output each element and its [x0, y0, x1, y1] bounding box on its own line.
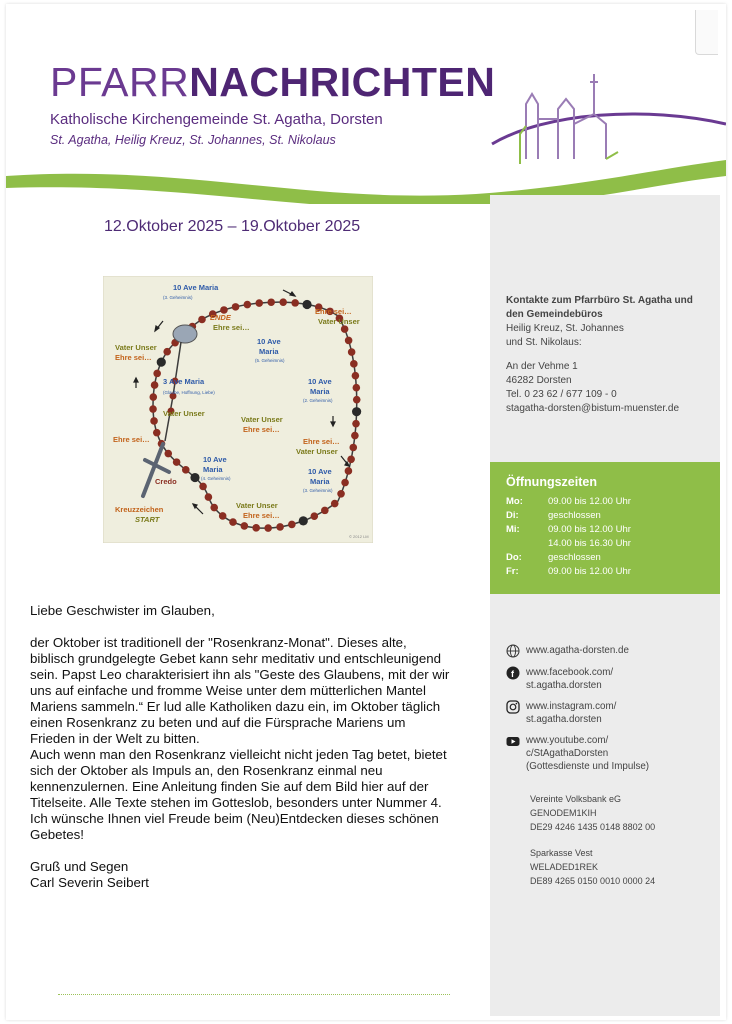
hours-row	[506, 509, 720, 523]
rosary-bead	[210, 504, 218, 512]
rosary-diagram	[103, 276, 373, 543]
rosary-bead	[149, 405, 157, 413]
label-ave-br2: Maria	[310, 477, 330, 486]
hours-row	[506, 537, 720, 551]
label-ehre-cross: Ehre sei…	[113, 435, 150, 444]
letter-paragraph-3: Ich wünsche Ihnen viel Freude beim (Neu)Entdecken dieses schönen Gebetes!	[30, 811, 439, 842]
hours-day: Fr:	[506, 566, 519, 577]
youtube-icon	[506, 734, 520, 748]
rosary-bead	[149, 393, 157, 401]
label-vater-top-right: Vater Unser	[318, 317, 360, 326]
rosary-bead	[199, 483, 207, 491]
rosary-bead	[337, 490, 345, 498]
link-youtube[interactable]	[506, 734, 716, 773]
rosary-bead	[352, 420, 360, 428]
label-ave-center-sub: (5. Geheimnis)	[255, 358, 285, 363]
rosary-bead	[151, 381, 159, 389]
rosary-bead	[279, 298, 287, 306]
hours-time: 14.00 bis 16.30 Uhr	[548, 538, 631, 549]
church-logo-green	[520, 126, 618, 164]
hours-day: Mi:	[506, 524, 520, 535]
label-ehre-right-mid: Ehre sei…	[303, 437, 340, 446]
bank2-iban: DE89 4265 0150 0010 0000 24	[530, 876, 656, 886]
rosary-bead	[205, 493, 213, 501]
rosary-bead	[288, 521, 296, 529]
label-ave-right-sub: (2. Geheimnis)	[303, 398, 333, 403]
rosary-bead	[150, 417, 158, 425]
rosary-bead	[349, 444, 357, 452]
hours-day: Di:	[506, 510, 519, 521]
rosary-bead	[163, 348, 171, 356]
label-kreuz: Kreuzzeichen	[115, 505, 164, 514]
bank1-iban: DE29 4246 1435 0148 8802 00	[530, 822, 656, 832]
masthead-subtitle: Katholische Kirchengemeinde St. Agatha, Dorsten	[50, 111, 383, 128]
contact-heading: Kontakte zum Pfarrbüro St. Agatha und	[506, 295, 693, 306]
label-ave1-sub: (3. Geheimnis)	[163, 295, 193, 300]
label-vater-mid-left: Vater Unser	[163, 409, 205, 418]
rosary-bead	[264, 524, 272, 532]
label-vater-left: Vater Unser	[115, 343, 157, 352]
label-vater-right-mid: Vater Unser	[296, 447, 338, 456]
date-range: 12.Oktober 2025 – 19.Oktober 2025	[104, 218, 361, 235]
page-corner-fold	[695, 10, 718, 55]
bank1-name: Vereinte Volksbank eG	[530, 794, 622, 804]
footer-divider	[58, 994, 450, 995]
rosary-bead	[232, 303, 240, 311]
letter-signature: Carl Severin Seibert	[30, 875, 149, 890]
label-ave-bl2: Maria	[203, 465, 223, 474]
rosary-bead	[190, 473, 199, 482]
rosary-bead	[348, 348, 356, 356]
label-ave1: 10 Ave Maria	[173, 283, 219, 292]
rosary-bead	[252, 524, 260, 532]
link-youtube-text: www.youtube.com/	[526, 735, 609, 746]
contact-heading2: den Gemeindebüros	[506, 309, 603, 320]
purple-swoosh	[492, 114, 726, 144]
rosary-bead	[157, 358, 166, 367]
hours-day: Do:	[506, 552, 522, 563]
hours-time: geschlossen	[548, 510, 601, 521]
label-ave-bl: 10 Ave	[203, 455, 227, 464]
hours-table	[506, 495, 720, 579]
label-ehre-mid: Ehre sei…	[243, 425, 280, 434]
rosary-bead	[350, 360, 358, 368]
rosary-bead	[352, 407, 361, 416]
bank1-bic: GENODEM1KIH	[530, 808, 597, 818]
bank2-bic: WELADED1REK	[530, 862, 599, 872]
link-youtube-text2: c/StAgathaDorsten	[526, 748, 609, 759]
label-vater-bottom: Vater Unser	[236, 501, 278, 510]
medallion	[173, 325, 197, 343]
hours-row	[506, 495, 720, 509]
rosary-bead	[198, 316, 206, 324]
rosary-bead	[153, 370, 161, 378]
rosary-bead	[341, 325, 349, 333]
label-ave3: 3 Ave Maria	[163, 377, 205, 386]
hours-time: 09.00 bis 12.00 Uhr	[548, 566, 631, 577]
rosary-bead	[255, 299, 263, 307]
label-ave-right2: Maria	[310, 387, 330, 396]
rosary-bead	[241, 522, 249, 530]
masthead-parishes: St. Agatha, Heilig Kreuz, St. Johannes, St. Nikolaus	[50, 133, 336, 147]
hours-day	[506, 537, 548, 551]
rosary-bead	[164, 450, 172, 458]
link-facebook-text2: st.agatha.dorsten	[526, 680, 602, 691]
label-start: START	[135, 515, 160, 524]
letter-paragraph-1: der Oktober ist traditionell der "Rosenkranz-Monat". Dieses alte, biblisch grundgelegte Gebet kann sehr meditativ und entschleunigend sein. Papst Leo charakterisiert ihn als "Geste des Glaubens, mit der wir uns auf einfache und fromme Weise unter dem mütterlichen Mantel Mariens sammeln.“ Er lud alle Katholiken dazu ein, im Oktober täglich einen Rosenkranz zu beten und auf die Fürsprache Mariens um Frieden in der Welt zu bitten.	[30, 635, 450, 746]
rosary-bead	[321, 507, 329, 515]
rosary-bead	[182, 466, 190, 474]
rosary-bead	[302, 300, 311, 309]
contact-line1: Heilig Kreuz, St. Johannes	[506, 323, 624, 334]
hours-row	[506, 551, 720, 565]
rosary-bead	[311, 512, 319, 520]
facebook-icon	[506, 666, 520, 680]
label-ave3-sub: (Glaube, Hoffnung, Liebe)	[163, 390, 215, 395]
masthead-title	[50, 59, 496, 105]
link-instagram-text2: st.agatha.dorsten	[526, 714, 602, 725]
rosary-bead	[244, 301, 252, 309]
rosary-bead	[153, 429, 161, 437]
label-ave-center2: Maria	[259, 347, 279, 356]
hours-time: geschlossen	[548, 552, 601, 563]
label-vater-mid: Vater Unser	[241, 415, 283, 424]
label-credo: Credo	[155, 477, 177, 486]
link-facebook-text: www.facebook.com/	[526, 667, 614, 678]
masthead	[50, 59, 496, 147]
link-website-text: www.agatha-dorsten.de	[526, 645, 629, 656]
links-list	[506, 644, 716, 781]
label-ende: ENDE	[210, 313, 231, 322]
contact-street: An der Vehme 1	[506, 361, 578, 372]
title-light: PFARR	[50, 59, 190, 105]
hours-row	[506, 523, 720, 537]
letter-closing: Gruß und Segen	[30, 859, 129, 874]
svg-text:f: f	[511, 669, 514, 679]
rosary-bead	[291, 299, 299, 307]
rosary-bead	[353, 384, 361, 392]
bank-details	[530, 792, 655, 888]
link-facebook[interactable]	[506, 666, 716, 692]
label-ave-center: 10 Ave	[257, 337, 281, 346]
hours-time: 09.00 bis 12.00 Uhr	[548, 496, 631, 507]
contact-line2: und St. Nikolaus:	[506, 337, 582, 348]
label-ehre-bottom: Ehre sei…	[243, 511, 280, 520]
label-ave-br-sub: (3. Geheimnis)	[303, 488, 333, 493]
rosary-bead	[345, 467, 353, 475]
rosary-bead	[351, 432, 359, 440]
title-bold: NACHRICHTEN	[189, 59, 496, 105]
hours-time: 09.00 bis 12.00 Uhr	[548, 524, 631, 535]
label-ehre-top-right: Ehre sei…	[315, 307, 352, 316]
link-instagram[interactable]	[506, 700, 716, 726]
rosary-bead	[345, 337, 353, 345]
rosary-bead	[347, 455, 355, 463]
label-ehre-ende: Ehre sei…	[213, 323, 250, 332]
globe-icon	[506, 644, 520, 658]
contact-block	[506, 294, 716, 416]
hours-row	[506, 565, 720, 579]
letter-greeting: Liebe Geschwister im Glauben,	[30, 603, 215, 618]
rosary-bead	[353, 396, 361, 404]
rosary-bead	[352, 372, 360, 380]
contact-email[interactable]: stagatha-dorsten@bistum-muenster.de	[506, 403, 680, 414]
label-ave-bl-sub: (4. Geheimnis)	[201, 476, 231, 481]
rosary-bead	[173, 458, 181, 466]
rosary-bead	[341, 479, 349, 487]
hours-day: Mo:	[506, 496, 523, 507]
label-ave-br: 10 Ave	[308, 467, 332, 476]
instagram-icon	[506, 700, 520, 714]
link-instagram-text: www.instagram.com/	[526, 701, 617, 712]
label-ehre-left: Ehre sei…	[115, 353, 152, 362]
rosary-bead	[267, 298, 275, 306]
rosary-bead	[229, 518, 237, 526]
opening-hours	[490, 462, 720, 594]
bank2-name: Sparkasse Vest	[530, 848, 593, 858]
label-copyright: © 2012 LM	[349, 534, 369, 539]
contact-phone: Tel. 0 23 62 / 677 109 - 0	[506, 389, 617, 400]
link-youtube-text3: (Gottesdienste und Impulse)	[526, 761, 650, 772]
letter-paragraph-2: Auch wenn man den Rosenkranz vielleicht nicht jeden Tag betet, bietet sich der Oktober als Impuls an, den Rosenkranz einmal neu kennenzulernen. Eine Anleitung finden Sie auf dem Bild hier auf der Titelseite. Alle Texte stehen im Gotteslob, besonders unter Nummer 4.	[30, 747, 447, 810]
rosary-bead	[219, 512, 227, 520]
rosary-bead	[299, 516, 308, 525]
label-ave-right: 10 Ave	[308, 377, 332, 386]
letter-body	[30, 603, 450, 891]
hours-title: Öffnungszeiten	[506, 475, 597, 489]
link-website[interactable]	[506, 644, 716, 658]
rosary-bead	[276, 523, 284, 531]
rosary-bead	[331, 500, 339, 508]
contact-city: 46282 Dorsten	[506, 375, 572, 386]
